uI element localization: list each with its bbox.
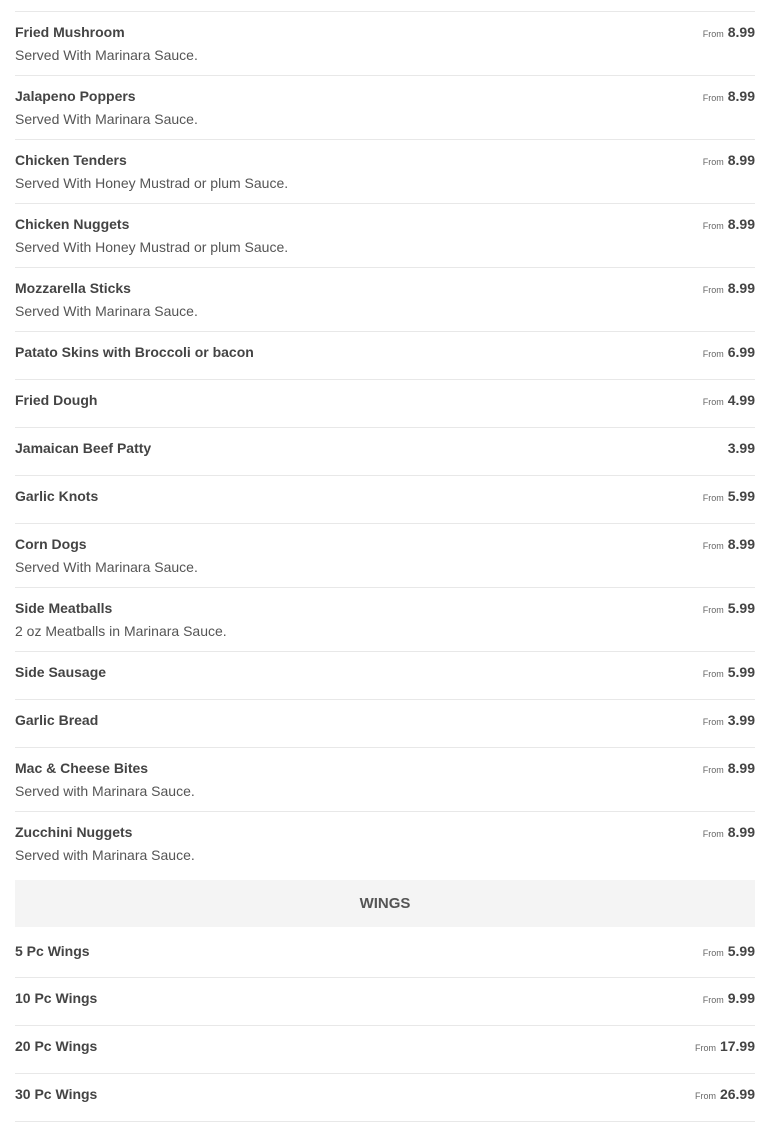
- menu-item-garlic-knots[interactable]: Garlic Knots From 5.99: [15, 476, 755, 524]
- menu-item-jamaican-beef-patty[interactable]: Jamaican Beef Patty 3.99: [15, 428, 755, 476]
- item-price: From 8.99: [702, 824, 755, 840]
- menu-item-mozzarella-sticks[interactable]: Mozzarella Sticks Served With Marinara Sauce. From 8.99: [15, 268, 755, 332]
- menu-item-garlic-bread[interactable]: Garlic Bread From 3.99: [15, 700, 755, 748]
- menu-item-patato-skins[interactable]: Patato Skins with Broccoli or bacon From 6.99: [15, 332, 755, 380]
- menu-item-30pc-wings[interactable]: 30 Pc Wings From 26.99: [15, 1074, 755, 1122]
- menu-item-chicken-tenders[interactable]: Chicken Tenders Served With Honey Mustrad or plum Sauce. From 8.99: [15, 140, 755, 204]
- item-price: From 8.99: [702, 536, 755, 552]
- item-price: From 4.99: [702, 392, 755, 408]
- menu-item-20pc-wings[interactable]: 20 Pc Wings From 17.99: [15, 1026, 755, 1074]
- menu-item-chicken-nuggets[interactable]: Chicken Nuggets Served With Honey Mustrad or plum Sauce. From 8.99: [15, 204, 755, 268]
- menu-item-zucchini-nuggets[interactable]: Zucchini Nuggets Served with Marinara Sauce. From 8.99: [15, 824, 755, 863]
- menu-item-mac-cheese-bites[interactable]: Mac & Cheese Bites Served with Marinara Sauce. From 8.99: [15, 748, 755, 812]
- item-price: 3.99: [727, 440, 755, 456]
- top-divider: [15, 0, 755, 12]
- menu-item-5pc-wings[interactable]: 5 Pc Wings From 5.99: [15, 927, 755, 978]
- item-price: From 8.99: [702, 216, 755, 232]
- item-price: From 8.99: [702, 280, 755, 296]
- item-price: From 8.99: [702, 24, 755, 40]
- item-price: From 8.99: [702, 760, 755, 776]
- item-price: From 5.99: [702, 488, 755, 504]
- item-price: From 8.99: [702, 88, 755, 104]
- item-price: From 17.99: [694, 1038, 755, 1054]
- menu-item-fried-mushroom[interactable]: Fried Mushroom Served With Marinara Sauce. From 8.99: [15, 12, 755, 76]
- item-price: From 5.99: [702, 600, 755, 616]
- menu-item-side-meatballs[interactable]: Side Meatballs 2 oz Meatballs in Marinara Sauce. From 5.99: [15, 588, 755, 652]
- menu-item-10pc-wings[interactable]: 10 Pc Wings From 9.99: [15, 978, 755, 1026]
- item-price: From 3.99: [702, 712, 755, 728]
- menu-item-fried-dough[interactable]: Fried Dough From 4.99: [15, 380, 755, 428]
- item-price: From 8.99: [702, 152, 755, 168]
- item-price: From 5.99: [702, 943, 755, 959]
- menu-item-jalapeno-poppers[interactable]: Jalapeno Poppers Served With Marinara Sauce. From 8.99: [15, 76, 755, 140]
- item-price: From 26.99: [694, 1086, 755, 1102]
- menu-item-corn-dogs[interactable]: Corn Dogs Served With Marinara Sauce. From 8.99: [15, 524, 755, 588]
- section-header-wings: WINGS: [15, 880, 755, 927]
- item-price: From 6.99: [702, 344, 755, 360]
- item-price: From 9.99: [702, 990, 755, 1006]
- menu-item-side-sausage[interactable]: Side Sausage From 5.99: [15, 652, 755, 700]
- item-price: From 5.99: [702, 664, 755, 680]
